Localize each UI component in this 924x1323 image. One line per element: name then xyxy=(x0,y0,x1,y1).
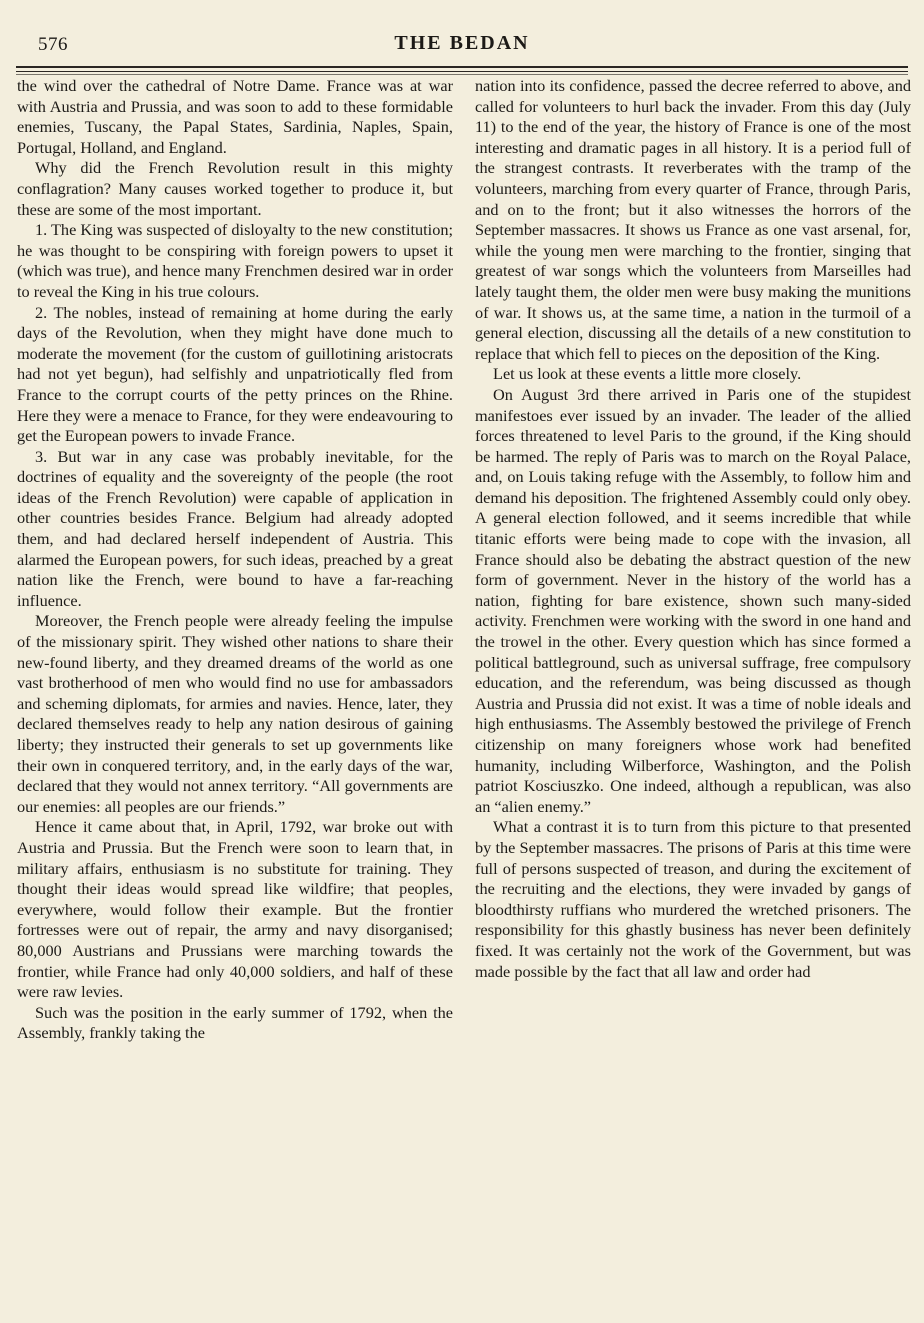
header-rule-faint xyxy=(16,74,908,75)
left-column xyxy=(17,76,453,1044)
paragraph: 3. But war in any case was probably inevitable, for the doctrines of equality and the sovereignty of the people (the root ideas of the French Revolution) were capable of application in other countries besides France. Belgium had already adopted them, and had declared herself independent of Austria. This alarmed the European powers, for such ideas, preached by a great nation like the French, were bound to have a far-reaching influence. xyxy=(17,446,453,610)
page-number: 576 xyxy=(38,34,68,55)
header-rule-thin xyxy=(16,71,908,72)
paragraph: the wind over the cathedral of Notre Dame. France was at war with Austria and Prussia, and was soon to add to these formidable enemies, Tuscany, the Papal States, Sardinia, Naples, Spain, Portugal, Holland, and England. xyxy=(17,76,453,157)
paragraph: 2. The nobles, instead of remaining at home during the early days of the Revolution, when they might have done much to moderate the movement (for the custom of guillotining aristocrats had not yet begun), had selfishly and unpatriotically fled from France to the corrupt courts of the petty princes on the Rhine. Here they were a menace to France, for they were endeavouring to get the European powers to invade France. xyxy=(17,302,453,446)
running-head-title: THE BEDAN xyxy=(394,32,530,54)
paragraph: nation into its confidence, passed the decree referred to above, and called for volunteers to hurl back the invader. From this day (July 11) to the end of the year, the history of France is one of the most interesting and dramatic pages in all history. It is a period full of the strangest contrasts. It reverberates with the tramp of the volunteers, marching from every quarter of France, through Paris, and on to the front; but it also witnesses the horrors of the September massacres. It shows us France as one vast arsenal, for, while the young men were marching to the frontier, singing that greatest of war songs which the volunteers from Marseilles had lately taught them, the older men were busy making the munitions of war. It shows us, at the same time, a nation in the turmoil of a general election, discussing all the details of a new constitution to replace that which fell to pieces on the deposition of the King. xyxy=(475,76,911,363)
paragraph: Such was the position in the early summer of 1792, when the Assembly, frankly taking the xyxy=(17,1002,453,1043)
right-column xyxy=(475,76,911,982)
paragraph: Hence it came about that, in April, 1792, war broke out with Austria and Prussia. But the French were soon to learn that, in military affairs, enthusiasm is no substitute for training. They thought their ideas would spread like wildfire; that peoples, everywhere, would follow their example. But the frontier fortresses were out of repair, the army and navy disorganised; 80,000 Austrians and Prussians were marching towards the frontier, while France had only 40,000 soldiers, and half of these were raw levies. xyxy=(17,817,453,1002)
paragraph: Let us look at these events a little more closely. xyxy=(493,364,802,384)
header-rule xyxy=(16,66,908,68)
paragraph: What a contrast it is to turn from this picture to that presented by the September massacres. The prisons of Paris at this time were full of persons suspected of treason, and during the excitement of the recruiting and the elections, they were invaded by gangs of bloodthirsty ruffians who murdered the wretched prisoners. The responsibility for this ghastly business has never been definitely fixed. It was certainly not the work of the Government, but was made possible by the fact that all law and order had xyxy=(475,817,911,981)
paragraph: Moreover, the French people were already feeling the impulse of the missionary spirit. They wished other nations to share their new-found liberty, and they dreamed dreams of the world as one vast brotherhood of men who would find no use for ambassadors and scheming diplomats, for armies and navies. Hence, later, they declared themselves ready to help any nation desirous of gaining liberty; they instructed their generals to set up governments like their own in conquered territory, and, in the early days of the war, declared that they would not annex territory. “All governments are our enemies: all peoples are our friends.” xyxy=(17,611,453,816)
paragraph: 1. The King was suspected of disloyalty to the new constitution; he was thought to be conspiring with foreign powers to upset it (which was true), and hence many Frenchmen desired war in order to reveal the King in his true colours. xyxy=(17,220,453,301)
paragraph: On August 3rd there arrived in Paris one of the stupidest manifestoes ever issued by an invader. The leader of the allied forces threatened to level Paris to the ground, if the King should be harmed. The reply of Paris was to march on the Royal Palace, and, on Louis taking refuge with the Assembly, to follow him and demand his deposition. The frightened Assembly could only obey. A general election followed, and it seems incredible that while titanic efforts were being made to cope with the invasion, all France should also be debating the abstract question of the new form of government. Never in the history of the world has a nation, fighting for bare existence, shown such many-sided activity. Frenchmen were working with the sword in one hand and the trowel in the other. Every question which has since formed a political battleground, such as universal suffrage, free compulsory education, and the referendum, was being discussed as though Austria and Prussia did not exist. It was a time of noble ideals and high enthusiasms. The Assembly bestowed the privilege of French citizenship on many foreigners whose work had benefited humanity, including Wilberforce, Washington, and the Polish patriot Kosciuszko. One indeed, although a republican, was also an “alien enemy.” xyxy=(475,384,911,816)
paragraph: Why did the French Revolution result in this mighty conflagration? Many causes worked together to produce it, but these are some of the most important. xyxy=(17,158,453,219)
